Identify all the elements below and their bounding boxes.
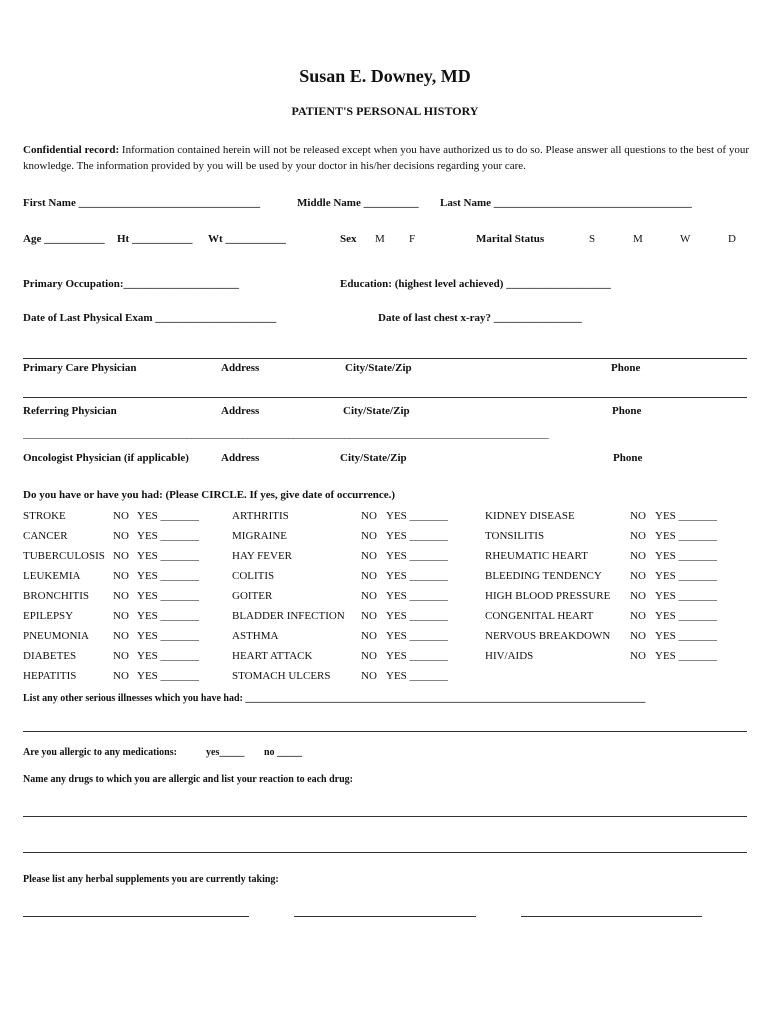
illness-no-option[interactable]: NO <box>361 530 377 542</box>
illness-prompt: Do you have or have you had: (Please CIRCLE. If yes, give date of occurrence.) <box>23 489 396 501</box>
illness-no-option[interactable]: NO <box>113 570 129 582</box>
illness-yes-date-field[interactable]: YES _______ <box>137 550 200 562</box>
referring-entry-line[interactable]: _______________________________________________________________________________________________________ <box>23 428 549 440</box>
illness-yes-date-field[interactable]: YES _______ <box>386 630 449 642</box>
allergic-label: Are you allergic to any medications: <box>23 747 177 758</box>
illness-label: BRONCHITIS <box>23 590 90 602</box>
illness-no-option[interactable]: NO <box>630 510 646 522</box>
herbal-line[interactable] <box>521 916 702 917</box>
weight-field[interactable]: Wt ___________ <box>208 233 286 245</box>
other-illnesses-field[interactable]: List any other serious illnesses which you have had: ________________________________________________________________________________ <box>23 693 646 704</box>
illness-label: HEART ATTACK <box>232 650 313 662</box>
referring-physician-label: Referring Physician <box>23 405 117 417</box>
sex-option-m[interactable]: M <box>375 233 385 245</box>
illness-no-option[interactable]: NO <box>361 510 377 522</box>
illness-label: TUBERCULOSIS <box>23 550 105 562</box>
illness-no-option[interactable]: NO <box>630 570 646 582</box>
illness-label: HIGH BLOOD PRESSURE <box>485 590 611 602</box>
oncologist-label: Oncologist Physician (if applicable) <box>23 452 189 464</box>
illness-label: EPILEPSY <box>23 610 74 622</box>
illness-label: KIDNEY DISEASE <box>485 510 575 522</box>
height-field[interactable]: Ht ___________ <box>117 233 193 245</box>
illness-no-option[interactable]: NO <box>361 650 377 662</box>
illness-yes-date-field[interactable]: YES _______ <box>386 570 449 582</box>
confidential-notice <box>23 142 749 174</box>
illness-yes-date-field[interactable]: YES _______ <box>655 630 718 642</box>
illness-yes-date-field[interactable]: YES _______ <box>137 610 200 622</box>
illness-no-option[interactable]: NO <box>113 590 129 602</box>
illness-yes-date-field[interactable]: YES _______ <box>137 530 200 542</box>
confidential-text: Information contained herein will not be released except when you have authorized us to do so. Please answer all questions to the best of your knowledge. The information provided by you will be used by your doctor in his/her decisions regarding your care. <box>23 144 749 172</box>
illness-yes-date-field[interactable]: YES _______ <box>386 590 449 602</box>
illness-yes-date-field[interactable]: YES _______ <box>137 590 200 602</box>
occupation-field[interactable]: Primary Occupation:_____________________ <box>23 278 240 290</box>
illness-no-option[interactable]: NO <box>630 630 646 642</box>
illness-label: COLITIS <box>232 570 275 582</box>
illness-label: MIGRAINE <box>232 530 287 542</box>
doctor-name: Susan E. Downey, MD <box>299 66 471 86</box>
illness-label: TONSILITIS <box>485 530 545 542</box>
illness-yes-date-field[interactable]: YES _______ <box>386 510 449 522</box>
illness-label: CONGENITAL HEART <box>485 610 594 622</box>
illness-yes-date-field[interactable]: YES _______ <box>386 610 449 622</box>
drug-allergy-line[interactable] <box>23 816 747 817</box>
last-xray-field[interactable]: Date of last chest x-ray? ________________ <box>378 312 582 324</box>
illness-label: LEUKEMIA <box>23 570 81 582</box>
illness-label: HEPATITIS <box>23 670 77 682</box>
illness-no-option[interactable]: NO <box>113 630 129 642</box>
sex-option-f[interactable]: F <box>409 233 416 245</box>
illness-label: CANCER <box>23 530 68 542</box>
illness-label: RHEUMATIC HEART <box>485 550 588 562</box>
illness-no-option[interactable]: NO <box>361 570 377 582</box>
illness-no-option[interactable]: NO <box>630 650 646 662</box>
illness-yes-date-field[interactable]: YES _______ <box>655 650 718 662</box>
illness-yes-date-field[interactable]: YES _______ <box>137 670 200 682</box>
herbal-prompt: Please list any herbal supplements you are currently taking: <box>23 874 279 885</box>
illness-no-option[interactable]: NO <box>630 530 646 542</box>
first-name-field[interactable]: First Name _________________________________ <box>23 197 261 209</box>
other-illnesses-line[interactable] <box>23 731 747 732</box>
illness-no-option[interactable]: NO <box>113 530 129 542</box>
illness-label: STROKE <box>23 510 66 522</box>
allergic-no[interactable]: no _____ <box>264 747 303 758</box>
illness-yes-date-field[interactable]: YES _______ <box>137 650 200 662</box>
divider-line <box>23 358 747 359</box>
illness-label: HIV/AIDS <box>485 650 534 662</box>
illness-yes-date-field[interactable]: YES _______ <box>386 650 449 662</box>
illness-label: STOMACH ULCERS <box>232 670 331 682</box>
marital-status-label: Marital Status <box>476 233 545 245</box>
primary-physician-label: Primary Care Physician <box>23 362 137 374</box>
illness-no-option[interactable]: NO <box>361 610 377 622</box>
referring-phone-label: Phone <box>612 405 642 417</box>
education-field[interactable]: Education: (highest level achieved) ___________________ <box>340 278 611 290</box>
illness-yes-date-field[interactable]: YES _______ <box>655 510 718 522</box>
illness-yes-date-field[interactable]: YES _______ <box>655 530 718 542</box>
last-name-field[interactable]: Last Name ____________________________________ <box>440 197 692 209</box>
primary-phone-label: Phone <box>611 362 641 374</box>
illness-label: ARTHRITIS <box>232 510 289 522</box>
illness-no-option[interactable]: NO <box>361 550 377 562</box>
illness-label: ASTHMA <box>232 630 279 642</box>
illness-no-option[interactable]: NO <box>113 650 129 662</box>
illness-yes-date-field[interactable]: YES _______ <box>655 590 718 602</box>
illness-no-option[interactable]: NO <box>113 610 129 622</box>
illness-label: HAY FEVER <box>232 550 293 562</box>
illness-no-option[interactable]: NO <box>113 510 129 522</box>
illness-yes-date-field[interactable]: YES _______ <box>386 670 449 682</box>
oncologist-city-label: City/State/Zip <box>340 452 407 464</box>
illness-no-option[interactable]: NO <box>361 630 377 642</box>
herbal-line[interactable] <box>23 916 249 917</box>
illness-no-option[interactable]: NO <box>361 670 377 682</box>
marital-option-d[interactable]: D <box>728 233 736 245</box>
illness-yes-date-field[interactable]: YES _______ <box>137 510 200 522</box>
age-field[interactable]: Age ___________ <box>23 233 105 245</box>
middle-name-field[interactable]: Middle Name __________ <box>297 197 419 209</box>
illness-no-option[interactable]: NO <box>113 550 129 562</box>
oncologist-address-label: Address <box>221 452 260 464</box>
marital-option-s[interactable]: S <box>589 233 596 245</box>
drug-allergy-line[interactable] <box>23 852 747 853</box>
allergic-yes[interactable]: yes_____ <box>206 747 245 758</box>
illness-label: BLEEDING TENDENCY <box>485 570 602 582</box>
confidential-label: Confidential record: <box>23 144 120 156</box>
herbal-line[interactable] <box>294 916 476 917</box>
illness-label: GOITER <box>232 590 273 602</box>
illness-no-option[interactable]: NO <box>630 550 646 562</box>
illness-yes-date-field[interactable]: YES _______ <box>386 550 449 562</box>
illness-yes-date-field[interactable]: YES _______ <box>137 630 200 642</box>
illness-no-option[interactable]: NO <box>113 670 129 682</box>
referring-city-label: City/State/Zip <box>343 405 410 417</box>
illness-no-option[interactable]: NO <box>361 590 377 602</box>
sex-label: Sex <box>340 233 357 245</box>
oncologist-phone-label: Phone <box>613 452 643 464</box>
illness-label: NERVOUS BREAKDOWN <box>485 630 611 642</box>
marital-option-m[interactable]: M <box>633 233 643 245</box>
illness-yes-date-field[interactable]: YES _______ <box>386 530 449 542</box>
illness-label: BLADDER INFECTION <box>232 610 345 622</box>
divider-line <box>23 397 747 398</box>
illness-yes-date-field[interactable]: YES _______ <box>655 550 718 562</box>
illness-label: DIABETES <box>23 650 77 662</box>
illness-no-option[interactable]: NO <box>630 590 646 602</box>
last-physical-field[interactable]: Date of Last Physical Exam ______________________ <box>23 312 277 324</box>
drug-allergy-prompt: Name any drugs to which you are allergic and list your reaction to each drug: <box>23 774 353 785</box>
illness-yes-date-field[interactable]: YES _______ <box>655 610 718 622</box>
referring-address-label: Address <box>221 405 260 417</box>
illness-yes-date-field[interactable]: YES _______ <box>655 570 718 582</box>
primary-city-label: City/State/Zip <box>345 362 412 374</box>
illness-yes-date-field[interactable]: YES _______ <box>137 570 200 582</box>
illness-no-option[interactable]: NO <box>630 610 646 622</box>
illness-label: PNEUMONIA <box>23 630 89 642</box>
primary-address-label: Address <box>221 362 260 374</box>
form-title: PATIENT'S PERSONAL HISTORY <box>291 104 479 118</box>
marital-option-w[interactable]: W <box>680 233 691 245</box>
